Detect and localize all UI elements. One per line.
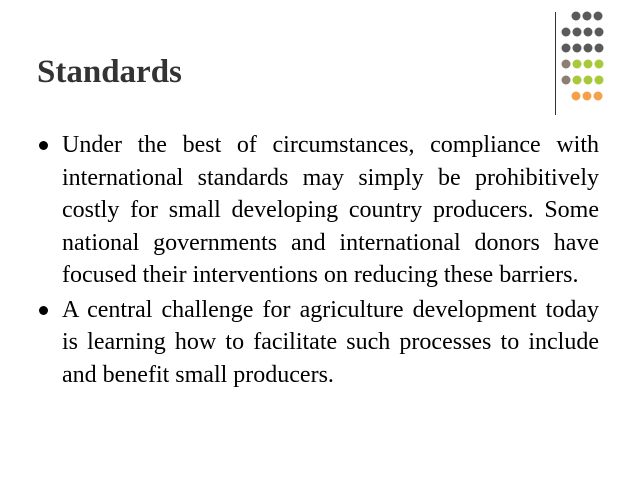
decorative-dot [573,28,582,37]
bullet-marker [39,141,48,150]
decorative-dot [572,12,581,21]
bullet-list [37,129,599,393]
decorative-dot [573,44,582,53]
decorative-dot [562,28,571,37]
bullet-text-2: A central challenge for agriculture development today is learning how to facilitate such processes to include and benefit small producers. [62,296,599,388]
bullet-text-1: Under the best of circumstances, compliance with international standards may simply be prohibitively costly for small developing country producers. Some national governments and international donors have focused their interventions on reducing these barriers. [62,132,599,288]
slide-title: Standards [37,54,182,90]
decorative-dot [562,44,571,53]
bullet-item-1 [37,129,599,292]
decorative-dot [594,92,603,101]
decorative-dot [595,44,604,53]
decorative-dot [584,76,593,85]
decorative-dot [584,44,593,53]
decorative-dot [584,28,593,37]
decorative-dot [583,92,592,101]
decorative-dot [595,60,604,69]
decorative-dot [595,76,604,85]
decorative-dot [572,92,581,101]
decorative-dot [584,60,593,69]
bullet-marker [39,306,48,315]
decorative-dot [573,76,582,85]
title-divider-line [555,12,556,115]
decorative-dot [595,28,604,37]
decorative-dot [594,12,603,21]
bullet-item-2 [37,294,599,392]
decorative-dot [583,12,592,21]
decorative-dot [562,76,571,85]
decorative-dot [573,60,582,69]
decorative-dot [562,60,571,69]
